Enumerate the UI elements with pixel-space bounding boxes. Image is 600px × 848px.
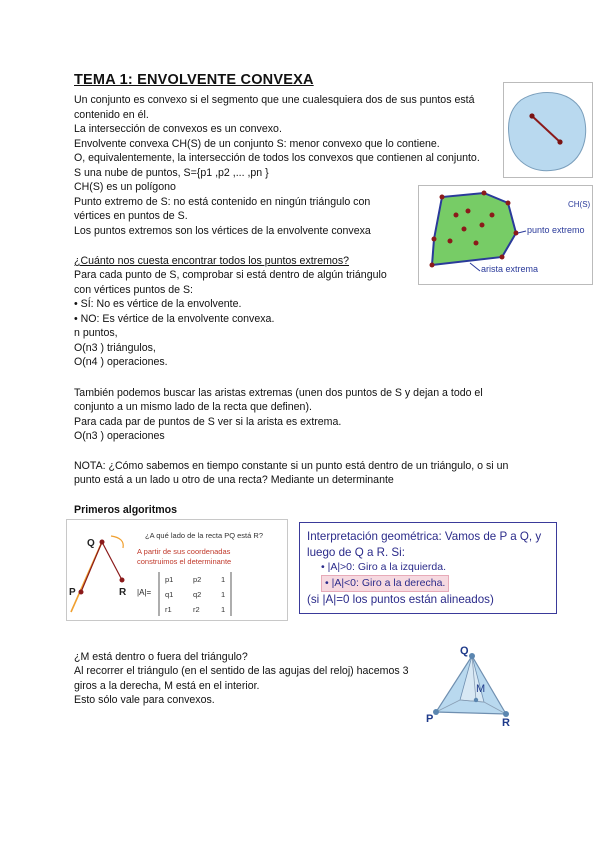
interp-line-1: Interpretación geométrica: Vamos de P a Q, y bbox=[307, 530, 542, 543]
matrix-cell: q1 bbox=[165, 590, 174, 599]
point bbox=[506, 201, 511, 206]
matrix-cell: r2 bbox=[193, 605, 200, 614]
segment-qr bbox=[102, 542, 122, 580]
text-line: conjunto a un mismo lado de la recta que definen). bbox=[74, 401, 312, 413]
text-line: O(n3 ) operaciones bbox=[74, 430, 165, 442]
orientation-question: ¿A qué lado de la recta PQ está R? bbox=[145, 531, 263, 540]
segment-pq bbox=[81, 542, 102, 592]
label-q: Q bbox=[460, 645, 469, 657]
point bbox=[466, 209, 471, 214]
matrix-cell: 1 bbox=[221, 590, 226, 599]
matrix-cell: r1 bbox=[165, 605, 172, 614]
matrix-cell: p1 bbox=[165, 575, 174, 584]
text-line: Punto extremo de S: no está contenido en ningún triángulo con bbox=[74, 196, 371, 208]
hull-polygon bbox=[432, 193, 516, 265]
vertex-p bbox=[433, 709, 439, 715]
subheading: Primeros algoritmos bbox=[74, 504, 178, 516]
text-line: Para cada par de puntos de S ver si la arista es extrema. bbox=[74, 416, 342, 428]
interp-bullet-1-text: |A|>0: Giro a la izquierda. bbox=[327, 561, 446, 573]
note-line: NOTA: ¿Cómo sabemos en tiempo constante si un punto está dentro de un triángulo, o si un bbox=[74, 460, 509, 472]
convex-hull-figure bbox=[418, 185, 593, 285]
text-line: con vértices puntos de S: bbox=[74, 284, 193, 296]
point bbox=[500, 255, 505, 260]
text-line: Los puntos extremos son los vértices de la envolvente convexa bbox=[74, 225, 371, 237]
matrix-cell: 1 bbox=[221, 575, 226, 584]
extreme-point-label: punto extremo bbox=[527, 225, 585, 235]
chs-label: CH(S) bbox=[568, 200, 591, 209]
text-line: Un conjunto es convexo si el segmento que une cualesquiera dos de sus puntos está bbox=[74, 94, 475, 106]
interp-line-3: (si |A|=0 los puntos están alineados) bbox=[307, 593, 494, 606]
point bbox=[480, 223, 485, 228]
question-heading: ¿Cuánto nos cuesta encontrar todos los puntos extremos? bbox=[74, 255, 350, 267]
text-line: La intersección de convexos es un convexo. bbox=[74, 123, 282, 135]
interp-bullet-2-text: |A|<0: Giro a la derecha. bbox=[331, 577, 446, 589]
label-q: Q bbox=[87, 538, 95, 549]
label-m: M bbox=[476, 683, 486, 695]
text-line: O(n3 ) triángulos, bbox=[74, 342, 156, 354]
text-line: O(n4 ) operaciones. bbox=[74, 356, 168, 368]
matrix-cell: p2 bbox=[193, 575, 202, 584]
point bbox=[514, 231, 519, 236]
point-m bbox=[474, 698, 478, 702]
label-p: P bbox=[426, 713, 434, 725]
matrix-cell: 1 bbox=[221, 605, 226, 614]
text-line: n puntos, bbox=[74, 327, 118, 339]
text-line: También podemos buscar las aristas extremas (unen dos puntos de S y dejan a todo el bbox=[74, 387, 483, 399]
label-r: R bbox=[502, 717, 510, 728]
text-line: S una nube de puntos, S={p1 ,p2 ,... ,pn } bbox=[74, 167, 269, 179]
point-p bbox=[79, 590, 84, 595]
coords-note-1: A partir de sus coordenadas bbox=[137, 547, 231, 556]
label-r: R bbox=[119, 587, 127, 598]
point bbox=[430, 263, 435, 268]
convex-region bbox=[509, 92, 586, 170]
det-label: |A|= bbox=[137, 588, 152, 597]
text-line: vértices en puntos de S. bbox=[74, 210, 188, 222]
interpretation-box bbox=[299, 522, 557, 614]
page-title: TEMA 1: ENVOLVENTE CONVEXA bbox=[74, 72, 314, 88]
point bbox=[490, 213, 495, 218]
convex-set-figure bbox=[503, 82, 593, 178]
text-line: Esto sólo vale para convexos. bbox=[74, 694, 215, 706]
triangle-figure bbox=[424, 642, 520, 728]
point bbox=[529, 113, 534, 118]
label-p: P bbox=[69, 587, 76, 598]
point bbox=[432, 237, 437, 242]
text-line: ¿M está dentro o fuera del triángulo? bbox=[74, 651, 248, 663]
point-r bbox=[120, 578, 125, 583]
interp-bullet-1: • |A|>0: Giro a la izquierda. bbox=[321, 561, 446, 573]
point bbox=[454, 213, 459, 218]
note-line: punto está a un lado u otro de una recta? Mediante un determinante bbox=[74, 474, 394, 486]
point bbox=[482, 191, 487, 196]
point-q bbox=[100, 540, 105, 545]
text-line: contenido en él. bbox=[74, 109, 149, 121]
text-line: • NO: Es vértice de la envolvente convexa. bbox=[74, 313, 275, 325]
point bbox=[440, 195, 445, 200]
point bbox=[462, 227, 467, 232]
interp-bullet-2 bbox=[307, 575, 549, 592]
coords-note-2: construimos el determinante bbox=[137, 557, 232, 566]
text-line: giros a la derecha, M está en el interior. bbox=[74, 680, 260, 692]
text-line: Al recorrer el triángulo (en el sentido de las agujas del reloj) hacemos 3 bbox=[74, 665, 409, 677]
turn-arrow bbox=[111, 536, 123, 548]
text-line: • SÍ: No es vértice de la envolvente. bbox=[74, 298, 242, 310]
text-line: O, equivalentemente, la intersección de todos los convexos que contienen al conjunto. bbox=[74, 152, 480, 164]
text-line: Envolvente convexa CH(S) de un conjunto S: menor convexo que lo contiene. bbox=[74, 138, 440, 150]
orientation-figure bbox=[66, 519, 288, 621]
text-line: Para cada punto de S, comprobar si está dentro de algún triángulo bbox=[74, 269, 387, 281]
point bbox=[557, 139, 562, 144]
extreme-edge-label: arista extrema bbox=[481, 264, 539, 274]
orientation-lines bbox=[67, 520, 287, 620]
point bbox=[474, 241, 479, 246]
matrix-cell: q2 bbox=[193, 590, 202, 599]
highlight: • |A|<0: Giro a la derecha. bbox=[321, 575, 449, 592]
point bbox=[448, 239, 453, 244]
interp-line-2: luego de Q a R. Si: bbox=[307, 545, 405, 559]
vertex-q bbox=[469, 653, 475, 659]
text-line: CH(S) es un polígono bbox=[74, 181, 176, 193]
